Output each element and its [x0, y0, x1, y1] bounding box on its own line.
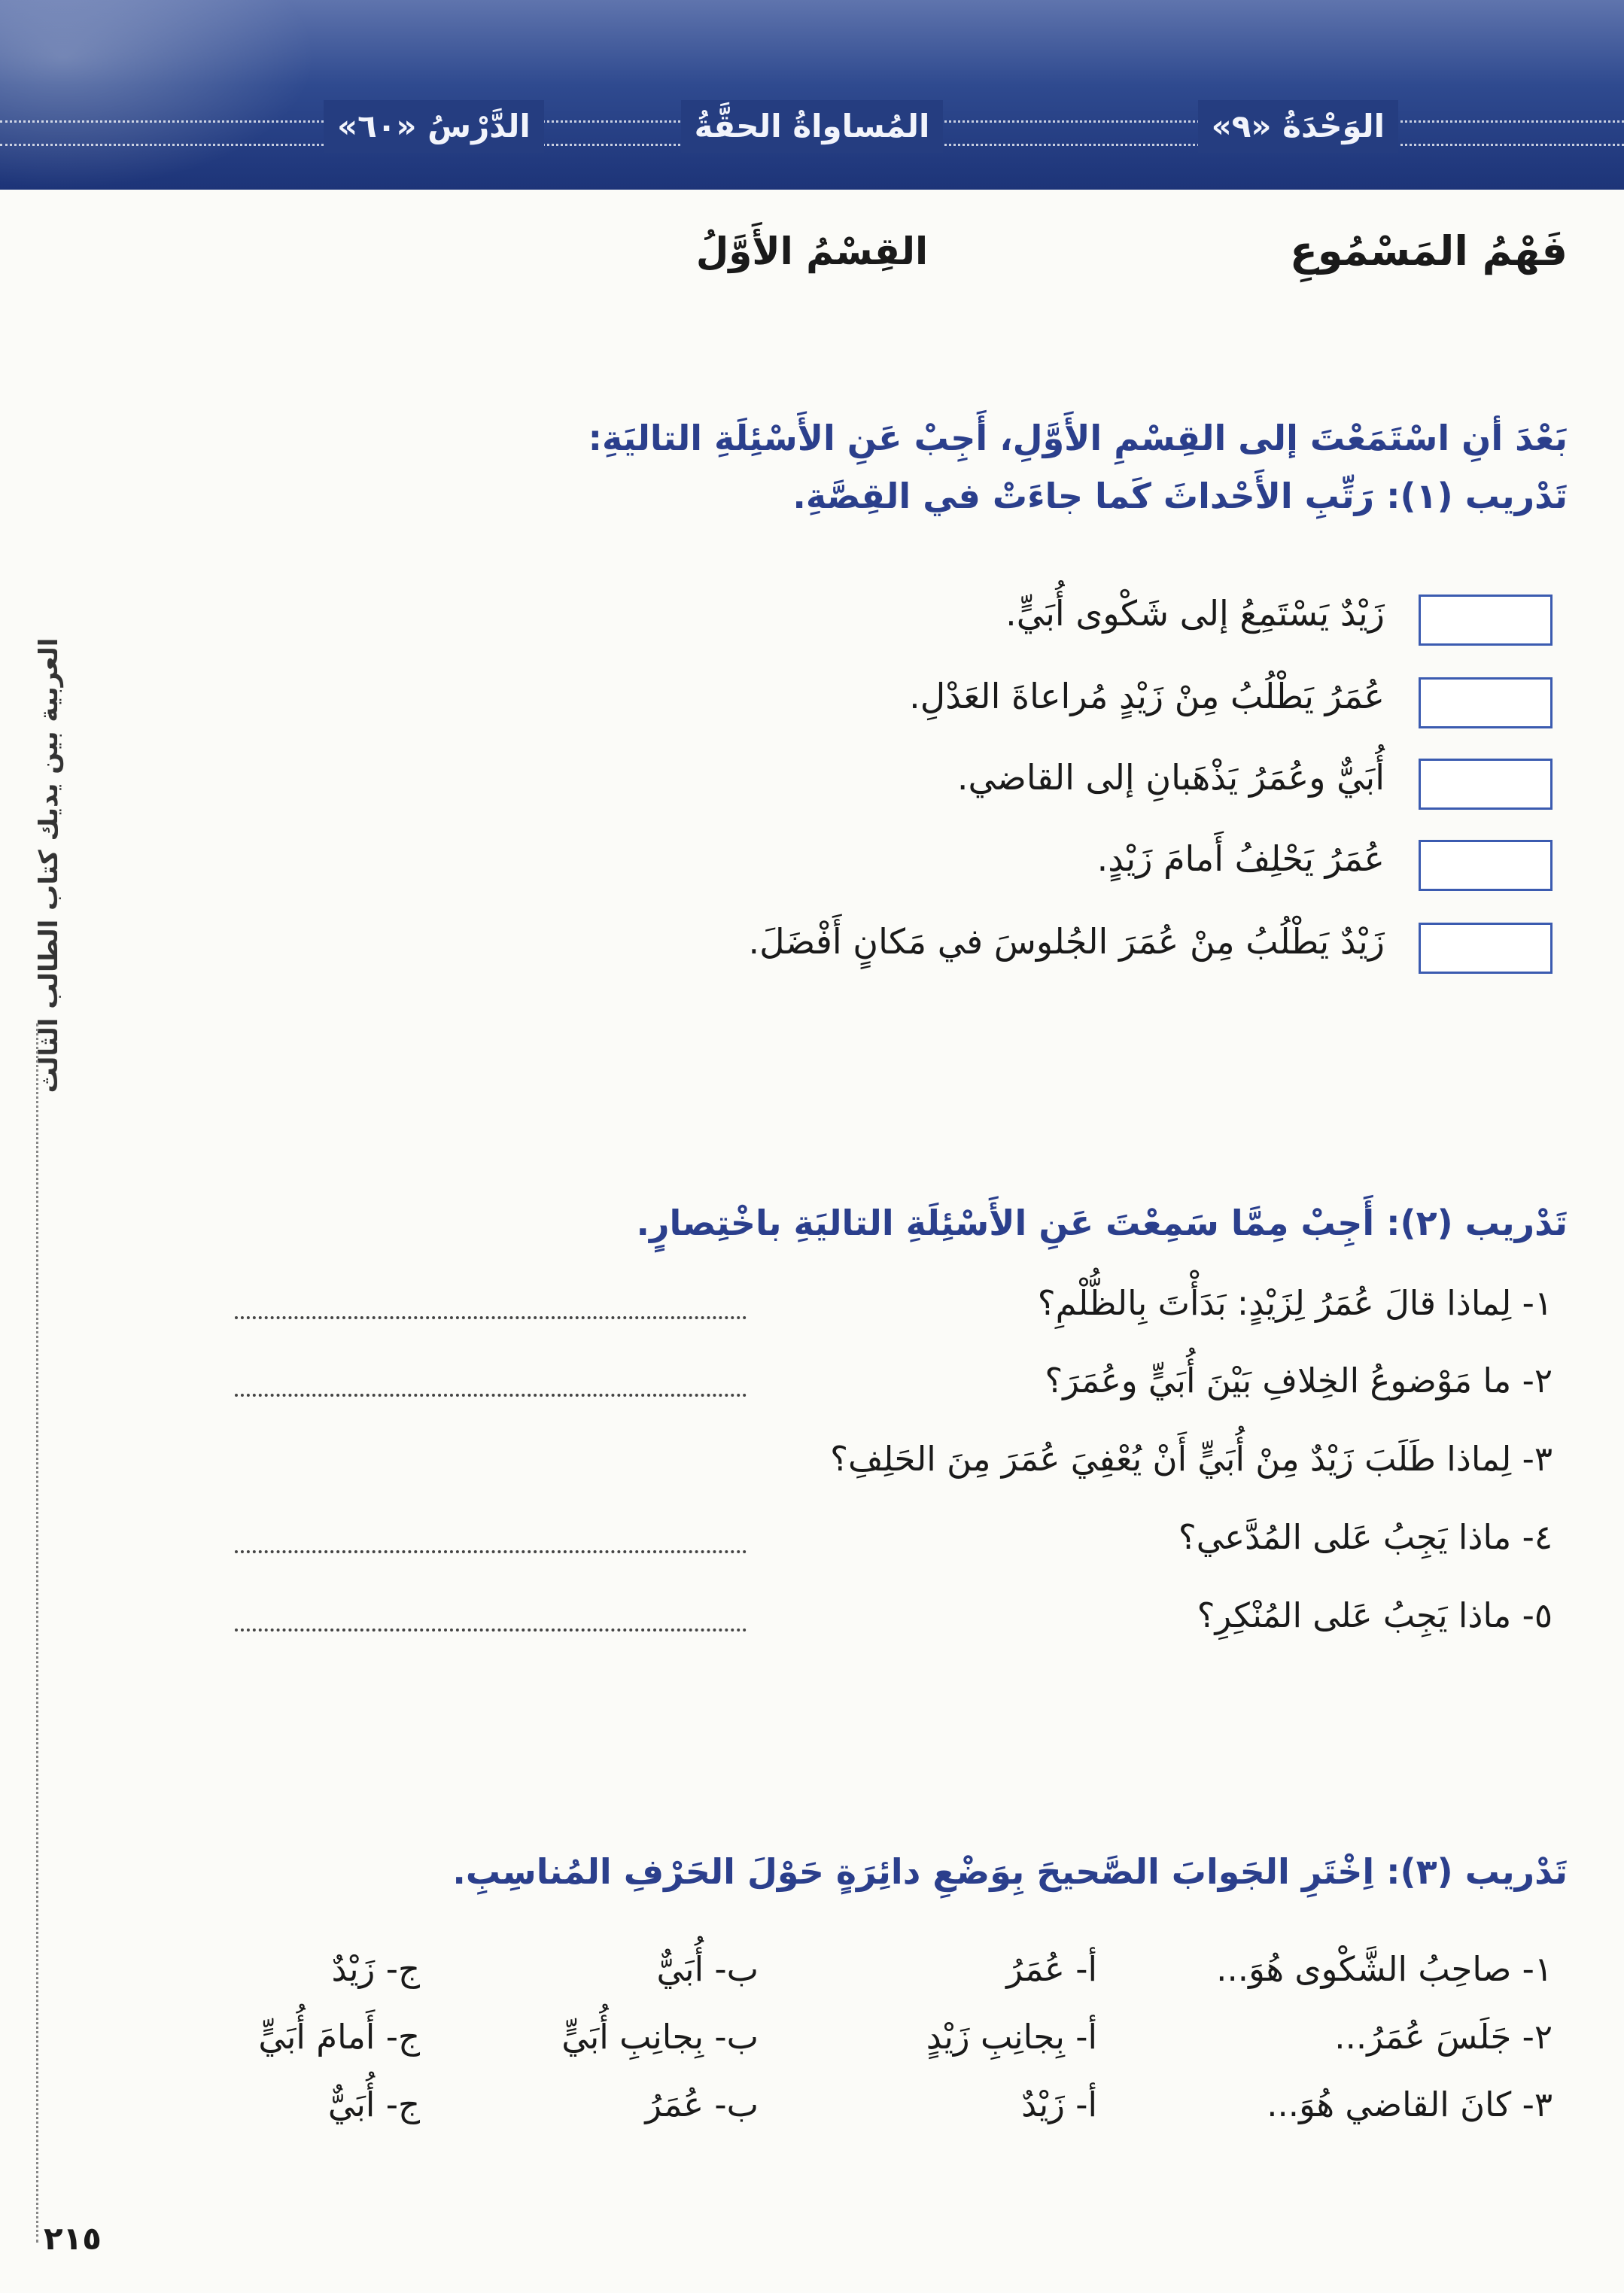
question-row: [0, 1595, 1624, 1650]
order-item-text: زَيْدٌ يَطْلُبُ مِنْ عُمَرَ الجُلوسَ في مَكانٍ أَفْضَلَ.: [748, 921, 1385, 962]
book-title-vertical: العربية بين يديك كتاب الطالب الثالث: [34, 637, 64, 1093]
order-item-text: عُمَرُ يَحْلِفُ أَمامَ زَيْدٍ.: [1096, 838, 1385, 879]
question-text: ٢- ما مَوْضوعُ الخِلافِ بَيْنَ أُبَيٍّ وعُمَرَ؟: [1045, 1361, 1553, 1400]
lesson-label: الدَّرْسُ «٦٠»: [324, 100, 544, 153]
question-text: ٤- ماذا يَجِبُ عَلى المُدَّعي؟: [1178, 1517, 1553, 1557]
drill2-title: تَدْريب (٢): أَجِبْ مِمَّا سَمِعْتَ عَنِ الأَسْئِلَةِ التاليَةِ باخْتِصارٍ.: [636, 1203, 1568, 1243]
mc-question-row: [0, 2085, 1624, 2139]
order-item: [0, 759, 1624, 813]
mc-option-b[interactable]: ب- أُبَيٌّ: [656, 1949, 759, 1989]
mc-question-row: [0, 1949, 1624, 2003]
answer-line[interactable]: [235, 1394, 747, 1397]
instruction-text: بَعْدَ أنِ اسْتَمَعْتَ إلى القِسْمِ الأَوَّلِ، أَجِبْ عَنِ الأَسْئِلَةِ التاليَةِ:: [588, 418, 1568, 458]
order-answer-box[interactable]: [1419, 759, 1553, 810]
mc-option-a[interactable]: أ- زَيْدٌ: [1021, 2085, 1097, 2124]
question-row: [0, 1517, 1624, 1571]
order-item: [0, 923, 1624, 977]
page-number: ٢١٥: [44, 2220, 102, 2257]
order-item: [0, 595, 1624, 649]
question-text: ٣- لِماذا طَلَبَ زَيْدٌ مِنْ أُبَيٍّ أَنْ يُعْفِيَ عُمَرَ مِنَ الحَلِفِ؟: [830, 1439, 1553, 1479]
order-answer-box[interactable]: [1419, 595, 1553, 646]
mc-option-a[interactable]: أ- عُمَرُ: [1006, 1949, 1097, 1989]
order-answer-box[interactable]: [1419, 840, 1553, 891]
order-answer-box[interactable]: [1419, 677, 1553, 728]
unit-title: المُساواةُ الحقَّةُ: [681, 100, 944, 153]
order-item: [0, 840, 1624, 894]
calligraphy-decoration: [0, 0, 316, 190]
unit-label: الوَحْدَةُ «٩»: [1198, 100, 1398, 153]
drill3-title: تَدْريب (٣): اِخْتَرِ الجَوابَ الصَّحيحَ بِوَضْعِ دائِرَةٍ حَوْلَ الحَرْفِ المُناسِبِ.: [452, 1851, 1568, 1892]
mc-question-row: [0, 2017, 1624, 2071]
unit-header-band: [0, 0, 1624, 190]
mc-option-c[interactable]: ج- أَمامَ أُبَيٍّ: [258, 2017, 420, 2057]
drill1-title: تَدْريب (١): رَتِّبِ الأَحْداثَ كَما جاءَتْ في القِصَّةِ.: [792, 476, 1568, 516]
mc-option-a[interactable]: أ- بِجانِبِ زَيْدٍ: [926, 2017, 1097, 2057]
answer-line[interactable]: [235, 1550, 747, 1553]
question-text: ٥- ماذا يَجِبُ عَلى المُنْكِرِ؟: [1197, 1595, 1553, 1635]
mc-option-b[interactable]: ب- عُمَرُ: [645, 2085, 759, 2124]
answer-line[interactable]: [235, 1629, 747, 1632]
order-item-text: أُبَيٌّ وعُمَرُ يَذْهَبانِ إلى القاضي.: [956, 757, 1385, 798]
order-answer-box[interactable]: [1419, 923, 1553, 974]
mc-stem: ٢- جَلَسَ عُمَرُ...: [1334, 2017, 1553, 2057]
order-item-text: زَيْدٌ يَسْتَمِعُ إلى شَكْوى أُبَيٍّ.: [1005, 593, 1385, 634]
question-row: [0, 1361, 1624, 1415]
part-title: القِسْمُ الأَوَّلُ: [695, 230, 929, 273]
question-text: ١- لِماذا قالَ عُمَرُ لِزَيْدٍ: بَدَأْتَ بِالظُّلْمِ؟: [1037, 1283, 1553, 1323]
order-item-text: عُمَرُ يَطْلُبُ مِنْ زَيْدٍ مُراعاةَ العَدْلِ.: [909, 676, 1385, 716]
mc-option-c[interactable]: ج- أُبَيٌّ: [327, 2085, 420, 2124]
section-tag: فَهْمُ المَسْمُوعِ: [1289, 227, 1568, 275]
mc-stem: ١- صاحِبُ الشَّكْوى هُوَ...: [1216, 1949, 1553, 1989]
mc-option-b[interactable]: ب- بِجانِبِ أُبَيٍّ: [561, 2017, 759, 2057]
question-row: [0, 1283, 1624, 1337]
mc-stem: ٣- كانَ القاضي هُوَ...: [1267, 2085, 1553, 2124]
mc-option-c[interactable]: ج- زَيْدٌ: [331, 1949, 420, 1989]
order-item: [0, 677, 1624, 731]
answer-line[interactable]: [235, 1316, 747, 1319]
question-row: [0, 1439, 1624, 1493]
